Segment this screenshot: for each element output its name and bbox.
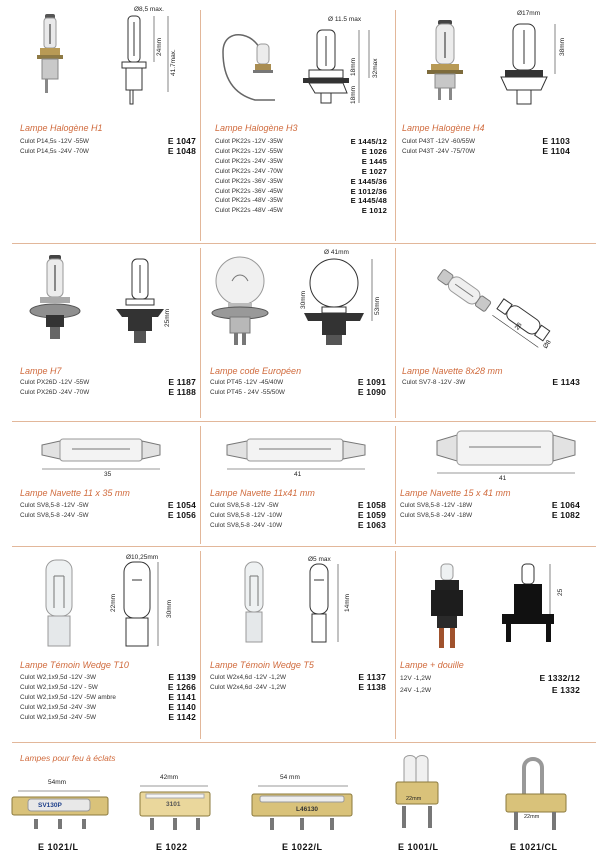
flash-lamp-code: E 1001/L: [398, 842, 439, 852]
dim-label: 30mm: [166, 599, 173, 618]
item-desc: Culot PK22s -12V -55W: [215, 147, 283, 155]
item-code: E 1139: [168, 672, 196, 682]
product-h7: [0, 243, 200, 421]
item-desc: Culot SV8,5-8 -24V -10W: [210, 521, 283, 529]
item-code: E 1332: [551, 684, 580, 695]
product-list: [210, 673, 386, 693]
item-desc: Culot PK22s -36V -45W: [215, 187, 283, 195]
item-desc: Culot SV8,5-8 -12V -5W: [20, 502, 89, 509]
item-code: E 1012/36: [350, 186, 387, 196]
item-desc: 24V -1,2W: [400, 686, 432, 694]
flash-lamp-code: E 1022/L: [282, 842, 323, 852]
product-title: Lampe Témoin Wedge T10: [20, 660, 129, 670]
dim-label: 25: [557, 588, 564, 596]
item-desc: Culot SV8,5-8 -12V -18W: [400, 502, 473, 509]
item-code: E 1188: [168, 386, 196, 397]
item-desc: Culot SV8,5-8 -12V -5W: [210, 502, 279, 509]
item-code: E 1266: [167, 681, 196, 692]
dim-label: 54mm: [48, 779, 67, 786]
item-code: E 1332/12: [539, 673, 580, 683]
navette-15x41-illustration: [435, 425, 595, 481]
item-desc: Culot PK22s -36V -35W: [215, 177, 283, 185]
item-desc: Culot PK22s -48V -35W: [215, 197, 283, 205]
h4-technical-drawing: [495, 14, 570, 112]
product-wedge-t5: [200, 546, 395, 742]
item-desc: Culot P14,5s -12V -55W: [20, 138, 89, 145]
item-code: E 1027: [361, 166, 387, 176]
product-navette-11x35: [0, 421, 200, 546]
product-title: Lampe code Européen: [210, 366, 302, 376]
list-item: [20, 147, 196, 157]
item-code: E 1064: [551, 500, 580, 510]
item-desc: Culot PX26D -24V -70W: [20, 388, 90, 396]
product-list: [400, 501, 580, 521]
item-code: E 1063: [357, 519, 386, 530]
lamp-label: 3101: [166, 801, 181, 808]
dim-label: 42mm: [160, 774, 179, 781]
list-item: [215, 157, 387, 167]
dim-label: 25mm: [164, 308, 171, 327]
item-desc: Culot P43T -24V -75/70W: [402, 147, 476, 155]
dim-label: 32max: [372, 58, 379, 78]
dim-label: 38mm: [559, 37, 566, 56]
product-title: Lampe + douille: [400, 660, 464, 670]
item-code: E 1103: [542, 136, 570, 146]
list-item: [20, 388, 196, 398]
item-desc: Culot W2,1x9,5d -24V -5W: [20, 713, 97, 721]
europeen-bulb-illustration: [210, 251, 270, 351]
item-code: E 1104: [542, 145, 570, 156]
item-desc: Culot W2,1x9,5d -12V -3W: [20, 674, 97, 681]
dim-label: 14mm: [344, 593, 351, 612]
item-desc: Culot PK22s -24V -35W: [215, 157, 283, 165]
list-item: [210, 683, 386, 693]
item-code: E 1059: [357, 509, 386, 520]
item-code: E 1141: [168, 691, 196, 702]
item-code: E 1140: [168, 701, 196, 712]
flash-lamp-e1021cl-illustration: [502, 754, 572, 834]
t5-bulb-illustration: [240, 560, 268, 648]
list-item: [20, 511, 196, 521]
t5-technical-drawing: [304, 560, 348, 648]
dim-label: 41: [294, 471, 302, 478]
douille-illustration: [423, 562, 473, 652]
product-title: Lampe Navette 8x28 mm: [402, 366, 503, 376]
dim-label: 30mm: [300, 290, 307, 309]
item-desc: Culot SV7-8 -12V -3W: [402, 379, 466, 386]
item-code: E 1090: [357, 386, 386, 397]
item-desc: Culot PT45 -12V -45/40W: [210, 379, 284, 386]
flash-lamp-e1022-illustration: [136, 784, 216, 834]
product-navette-11x41: [200, 421, 395, 546]
item-code: E 1445: [361, 156, 387, 166]
product-code-europeen: [200, 243, 395, 421]
europeen-technical-drawing: [300, 253, 380, 353]
douille-technical-drawing: [500, 562, 560, 652]
product-title: Lampe Témoin Wedge T5: [210, 660, 314, 670]
product-list: [20, 378, 196, 398]
item-desc: Culot W2x4,6d -12V -1,2W: [210, 674, 287, 681]
dim-label: 41.7max.: [170, 49, 177, 76]
list-item: [400, 511, 580, 521]
product-title: Lampe Halogène H4: [402, 123, 485, 133]
t10-technical-drawing: [118, 558, 168, 650]
item-code: E 1082: [551, 509, 580, 520]
product-navette-8x28: [395, 243, 600, 421]
product-title: Lampe H7: [20, 366, 62, 376]
product-title: Lampe Navette 15 x 41 mm: [400, 488, 511, 498]
product-lampe-douille: [395, 546, 600, 742]
dim-label: 22mm: [110, 593, 117, 612]
product-list: [210, 378, 386, 398]
dim-label: 54 mm: [280, 774, 300, 781]
dim-label: Ø 41mm: [324, 249, 349, 256]
dim-label: 53mm: [374, 296, 381, 315]
product-list: [210, 501, 386, 531]
item-desc: Culot P43T -12V -60/55W: [402, 138, 476, 145]
dim-label: Ø8,5 max.: [134, 6, 164, 13]
dim-label: Ø17mm: [517, 10, 541, 17]
product-list: [400, 673, 580, 696]
item-desc: Culot PK22s -12V -35W: [215, 138, 283, 145]
item-desc: Culot W2,1x9,5d -24V -3W: [20, 703, 97, 711]
item-code: E 1091: [357, 377, 386, 387]
list-item: [215, 206, 387, 216]
product-h1: [0, 0, 200, 243]
lamp-label: SV130P: [38, 802, 62, 809]
product-title: Lampe Navette 11 x 35 mm: [20, 488, 130, 498]
list-item: [400, 685, 580, 697]
item-code: E 1058: [357, 500, 386, 510]
product-list: [402, 378, 580, 388]
product-list: [20, 501, 196, 521]
item-code: E 1187: [168, 377, 196, 387]
flash-lamp-e1001l-illustration: [392, 754, 442, 834]
dim-label: 18mm: [350, 57, 357, 76]
h1-bulb-illustration: [30, 12, 70, 112]
item-desc: Culot SV8,5-8 -12V -10W: [210, 511, 283, 519]
h4-bulb-illustration: [425, 18, 465, 113]
item-desc: Culot W2,1x9,5d -12V - 5W: [20, 683, 98, 691]
product-list: [402, 137, 570, 157]
lamp-label: 22mm: [524, 814, 540, 820]
item-desc: Culot P14,5s -24V -70W: [20, 147, 89, 155]
item-code: E 1445/48: [350, 196, 387, 206]
h7-bulb-illustration: [28, 253, 83, 348]
dim-label: Ø8: [541, 338, 553, 351]
list-item: [210, 521, 386, 531]
list-item: [215, 167, 387, 177]
flash-lamp-code: E 1021/CL: [510, 842, 558, 852]
list-item: [215, 137, 387, 147]
product-title: Lampe Navette 11x41 mm: [210, 488, 315, 498]
dim-label: 24mm: [156, 37, 163, 56]
item-desc: Culot PK22s -24V -70W: [215, 167, 283, 175]
h7-technical-drawing: [112, 253, 172, 348]
section-title: Lampes pour feu à éclats: [20, 753, 116, 763]
list-item: [402, 378, 580, 388]
item-code: E 1026: [361, 146, 387, 156]
dim-label: Ø10,25mm: [126, 554, 159, 561]
item-desc: Culot SV8,5-8 -24V -18W: [400, 511, 473, 519]
navette-11x41-illustration: [225, 429, 385, 479]
product-title: Lampe Halogène H3: [215, 123, 298, 133]
flash-lamp-e1021l-illustration: [10, 789, 110, 831]
product-wedge-t10: [0, 546, 200, 742]
product-list: [20, 137, 196, 157]
lamp-label: 22mm: [406, 796, 422, 802]
dim-label: 41: [499, 475, 507, 482]
list-item: [400, 673, 580, 685]
item-code: E 1445/12: [350, 137, 387, 146]
item-code: E 1143: [552, 377, 580, 387]
grid-divider: [12, 742, 596, 743]
product-h4: [395, 0, 600, 243]
list-item: [215, 196, 387, 206]
h3-bulb-illustration: [215, 22, 285, 110]
item-code: E 1445/36: [350, 176, 387, 186]
list-item: [215, 177, 387, 187]
item-code: E 1047: [167, 136, 196, 146]
navette-8x28-illustration: [425, 261, 575, 361]
t10-bulb-illustration: [42, 558, 76, 650]
flash-lamp-code: E 1022: [156, 842, 188, 852]
lamp-label: L46130: [296, 806, 319, 813]
item-code: E 1048: [167, 145, 196, 156]
item-code: E 1137: [358, 672, 386, 682]
item-code: E 1012: [361, 206, 387, 216]
product-title: Lampe Halogène H1: [20, 123, 103, 133]
product-list: [20, 673, 196, 723]
item-code: E 1054: [167, 500, 196, 510]
list-item: [210, 388, 386, 398]
item-code: E 1142: [168, 711, 196, 722]
item-desc: Culot PT45 - 24V -55/50W: [210, 388, 285, 396]
item-code: E 1138: [358, 681, 386, 692]
item-desc: Culot PX26D -12V -55W: [20, 379, 90, 386]
list-item: [20, 713, 196, 723]
dim-label: Ø5 max: [308, 556, 331, 563]
product-list: [215, 137, 387, 216]
dim-label: 18mm: [350, 85, 357, 104]
dim-label: Ø 11.5 max: [328, 16, 362, 23]
item-desc: 12V -1,2W: [400, 675, 432, 682]
flash-lamp-code: E 1021/L: [38, 842, 79, 852]
list-item: [215, 147, 387, 157]
item-desc: Culot W2,1x9,5d -12V -5W ambre: [20, 693, 116, 701]
item-code: E 1056: [167, 509, 196, 520]
product-h3: [200, 0, 395, 243]
item-desc: Culot SV8,5-8 -24V -5W: [20, 511, 89, 519]
item-desc: Culot PK22s -48V -45W: [215, 207, 283, 215]
item-desc: Culot W2x4,6d -24V -1,2W: [210, 683, 287, 691]
list-item: [215, 187, 387, 197]
dim-label: 35: [104, 471, 112, 478]
dim-label: 28: [513, 321, 524, 332]
list-item: [402, 147, 570, 157]
product-navette-15x41: [395, 421, 600, 546]
